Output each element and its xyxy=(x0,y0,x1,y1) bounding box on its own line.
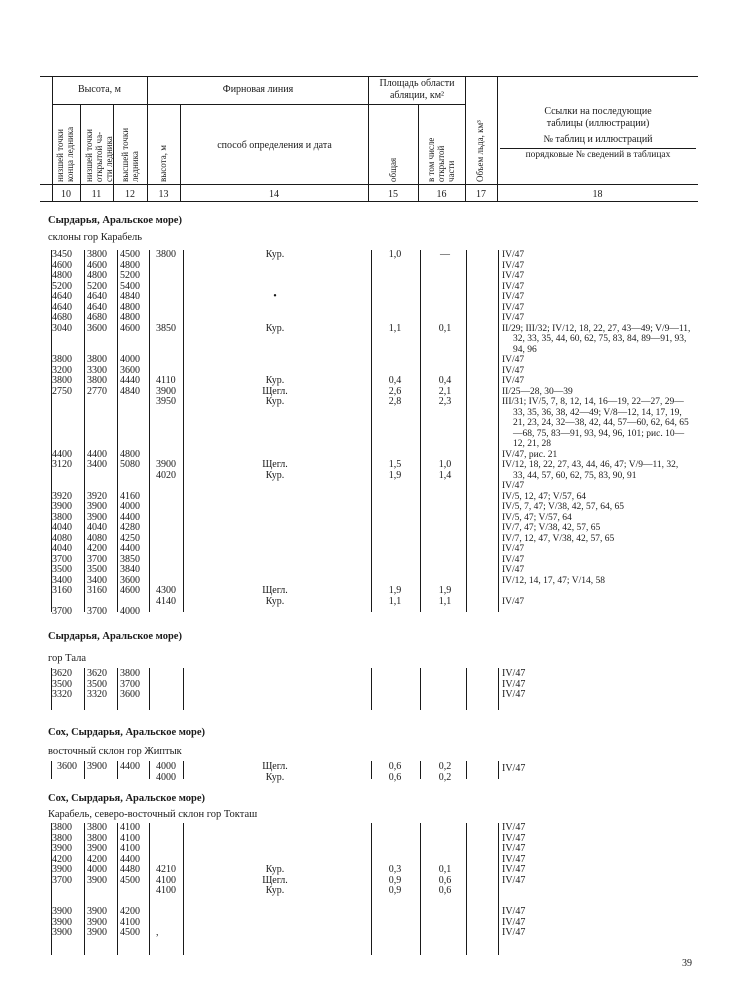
page-number: 39 xyxy=(682,958,692,969)
ref-entry: IV/47 xyxy=(502,544,525,554)
header-top-rule xyxy=(40,76,698,77)
row-separator xyxy=(371,668,372,710)
col11-values: 3800 3800 3900 4200 4000 3900 3900 3900 3900 xyxy=(87,822,107,938)
ablation-group-header: Площадь области абляции, км² xyxy=(379,78,455,101)
ref-entry: IV/47 xyxy=(502,874,526,886)
col10-values: 3450 4600 4800 5200 4640 4640 4680 3040 3800 3200 3800 2750 4400 3120 3920 3900 3800 4040 4080 4040 3700 3500 3400 3160 3700 xyxy=(52,249,72,617)
ref-entry: IV/47 xyxy=(502,250,525,260)
refs-table-header: № таблиц и иллюстраций xyxy=(543,134,653,145)
row-separator xyxy=(51,761,52,779)
ablation-group-rule xyxy=(369,104,465,105)
height-group-rule xyxy=(52,104,147,105)
col10-values: 3600 xyxy=(57,761,77,772)
ref-entry xyxy=(502,897,692,908)
ref-entry: IV/47 xyxy=(502,313,525,323)
vline-16 xyxy=(418,104,419,202)
height-group-header: Высота, м xyxy=(78,84,121,95)
header-mid-rule xyxy=(40,184,698,185)
section-subtitle: восточный склон гор Жиптык xyxy=(48,746,182,757)
ref-entry: IV/5, 12, 47; V/57, 64 xyxy=(502,491,587,502)
col16-values: 0,1 0,6 0,6 xyxy=(438,864,452,896)
ref-entry: IV/47 xyxy=(502,832,526,844)
ref-entry: IV/47 xyxy=(502,668,526,679)
ref-entry: IV/47 xyxy=(502,763,526,774)
row-separator xyxy=(498,761,499,779)
ref-entry: IV/47 xyxy=(502,822,526,833)
ref-entry: IV/47 xyxy=(502,689,526,700)
row-separator xyxy=(498,668,499,710)
ref-entry: IV/47 xyxy=(502,864,526,875)
col10-values: 3800 3800 3900 4200 3900 3700 3900 3900 3900 xyxy=(52,822,72,938)
refs-list xyxy=(502,764,692,775)
row-separator xyxy=(84,823,85,955)
ref-entry: IV/47 xyxy=(502,916,526,928)
refs-list xyxy=(502,250,692,607)
ref-entry: IV/47 xyxy=(502,271,525,281)
col13-values: 3800 3850 4110 3900 3950 3900 4020 4300 4140 xyxy=(156,249,176,607)
row-separator xyxy=(84,250,85,612)
colnum-11: 11 xyxy=(91,189,102,200)
refs-list xyxy=(502,669,692,701)
colnum-18: 18 xyxy=(592,189,603,200)
ref-entry: IV/47 xyxy=(502,260,525,271)
section-subtitle: Карабель, северо-восточный склон гор Токташ xyxy=(48,809,258,820)
colnum-17: 17 xyxy=(476,189,486,200)
row-separator xyxy=(371,823,372,955)
row-separator xyxy=(420,823,421,955)
firn-group-header: Фирновая линия xyxy=(222,84,294,95)
col13-header: высота, м xyxy=(158,145,168,182)
col10-values: 3620 3500 3320 xyxy=(52,668,72,700)
ref-entry: IV/47 xyxy=(502,565,525,575)
row-separator xyxy=(466,250,467,612)
col14-values: Кур. Щегл. Кур. xyxy=(262,864,288,896)
ref-entry: IV/47, рис. 21 xyxy=(502,449,558,460)
colnum-16: 16 xyxy=(436,189,447,200)
refs-order-header: порядковые № сведений в таблицах xyxy=(525,150,671,160)
ref-entry xyxy=(502,586,692,597)
section-title: Сох, Сырдарья, Аральское море) xyxy=(48,793,206,804)
colnum-14: 14 xyxy=(269,189,279,200)
ref-entry: IV/12, 14, 17, 47; V/14, 58 xyxy=(502,575,606,586)
colnum-15: 15 xyxy=(388,189,398,200)
col14-values: Щегл. Кур. xyxy=(262,761,288,783)
col11-values: 3900 xyxy=(87,761,107,772)
ref-entry: IV/47 xyxy=(502,927,526,938)
refs-list xyxy=(502,823,692,939)
section-title: Сырдарья, Аральское море) xyxy=(48,215,182,226)
col16-values: 0,2 0,2 xyxy=(438,761,452,783)
row-separator xyxy=(84,668,85,710)
col13-values: 4210 4100 4100 , xyxy=(156,864,176,938)
row-separator xyxy=(466,761,467,779)
col13-values: 4000 4000 xyxy=(156,761,176,783)
ref-entry: II/25—28, 30—39 xyxy=(502,386,573,397)
firn-group-rule xyxy=(148,104,368,105)
ref-entry: IV/5, 47; V/57, 64 xyxy=(502,512,572,523)
col16-header: в том числе открытой части xyxy=(426,137,456,182)
row-separator xyxy=(117,823,118,955)
ref-entry: IV/12, 18, 22, 27, 43, 44, 46, 47; V/9—11, 32, 33, 44, 57, 60, 62, 75, 83, 90, 91 xyxy=(502,460,679,481)
row-separator xyxy=(371,761,372,779)
ref-entry: II/29; III/32; IV/12, 18, 22, 27, 43—49; V/9—11, 32, 33, 35, 44, 60, 62, 75, 83, 84, 89—91, 93, 94, 96 xyxy=(502,323,691,355)
col16-values: — 0,1 0,4 2,1 2,3 1,0 1,4 1,9 1,1 xyxy=(438,249,452,607)
section-title: Сырдарья, Аральское море) xyxy=(48,631,182,642)
ref-entry xyxy=(502,886,692,897)
ice-volume-header: Объем льда, км³ xyxy=(475,120,485,182)
row-separator xyxy=(117,668,118,710)
col15-values: 1,0 1,1 0,4 2,6 2,8 1,5 1,9 1,9 1,1 xyxy=(388,249,402,607)
ref-entry: IV/7, 12, 47, V/38, 42, 57, 65 xyxy=(502,533,615,544)
col14-header: способ определения и дата xyxy=(217,140,332,151)
row-separator xyxy=(117,761,118,779)
row-separator xyxy=(466,823,467,955)
ref-entry: IV/47 xyxy=(502,678,526,690)
ref-entry: IV/47 xyxy=(502,292,525,302)
row-separator xyxy=(183,668,184,710)
col10-header: низшей точки конца ледника xyxy=(55,126,75,182)
ref-entry: IV/47 xyxy=(502,355,525,365)
colnum-12: 12 xyxy=(125,189,135,200)
ref-entry: IV/7, 47; V/38, 42, 57, 65 xyxy=(502,523,601,533)
section-subtitle: склоны гор Карабель xyxy=(48,232,143,243)
vline-11 xyxy=(80,104,81,202)
header-bottom-rule xyxy=(40,201,698,202)
ref-entry: IV/47 xyxy=(502,853,526,865)
col12-values: 4100 4100 4100 4400 4480 4500 4200 4100 4500 xyxy=(120,822,140,938)
ref-entry: IV/5, 7, 47; V/38, 42, 57, 64, 65 xyxy=(502,502,625,512)
ref-entry: IV/47 xyxy=(502,843,526,854)
col12-values: 4500 4800 5200 5400 4840 4800 4800 4600 4000 3600 4440 4840 4800 5080 4160 4000 4400 4280 4250 4400 3850 3840 3600 4600 4000 xyxy=(120,249,140,617)
row-separator xyxy=(420,250,421,612)
ref-entry: IV/47 xyxy=(502,365,525,376)
row-separator xyxy=(371,250,372,612)
col12-header: высшей точки ледника xyxy=(120,127,140,182)
row-separator xyxy=(498,250,499,612)
col11-values: 3620 3500 3320 xyxy=(87,668,107,700)
ref-entry: III/31; IV/5, 7, 8, 12, 14, 16—19, 22—27, 29—33, 35, 36, 38, 42—49; V/8—12, 14, 17, 19, 21, 23, 24, 32—38, 42, 44, 57—60, 62, 64, 65—68, 75, 83—91, 93, 94, 96, 101; рис. 10—12, 21, 28 xyxy=(502,397,689,449)
col15-values: 0,3 0,9 0,9 xyxy=(388,864,402,896)
col11-values: 3800 4600 4800 5200 4640 4640 4680 3600 3800 3300 3800 2770 4400 3400 3920 3900 3900 4040 4080 4200 3700 3500 3400 3160 3700 xyxy=(87,249,107,617)
ref-entry: IV/47 xyxy=(502,554,525,565)
ref-entry: IV/47 xyxy=(502,481,525,491)
col12-values: 3800 3700 3600 xyxy=(120,668,140,700)
row-separator xyxy=(420,761,421,779)
col14-values: Кур. • Кур. Кур. Щегл. Кур. Щегл. Кур. Щегл. Кур. xyxy=(262,249,288,607)
section-title: Сох, Сырдарья, Аральское море) xyxy=(48,727,206,738)
refs-title-header: Ссылки на последующие таблицы (иллюстрации) xyxy=(544,106,652,129)
col15-header: общая xyxy=(388,157,398,182)
section-subtitle: гор Тала xyxy=(48,653,86,664)
colnum-10: 10 xyxy=(61,189,71,200)
ref-entry: IV/47 xyxy=(502,302,525,313)
vline-14 xyxy=(180,104,181,202)
vline-17 xyxy=(465,76,466,202)
col11-header: низшей точки открытой ча- сти ледника xyxy=(84,129,114,182)
row-separator xyxy=(498,823,499,955)
row-separator xyxy=(420,668,421,710)
ref-entry: IV/47 xyxy=(502,281,525,292)
col12-values: 4400 xyxy=(120,761,140,772)
col15-values: 0,6 0,6 xyxy=(388,761,402,783)
ref-entry: IV/47 xyxy=(502,906,526,917)
row-separator xyxy=(117,250,118,612)
ref-entry: IV/47 xyxy=(502,376,525,386)
row-separator xyxy=(466,668,467,710)
ref-entry: IV/47 xyxy=(502,596,525,607)
colnum-13: 13 xyxy=(158,189,169,200)
